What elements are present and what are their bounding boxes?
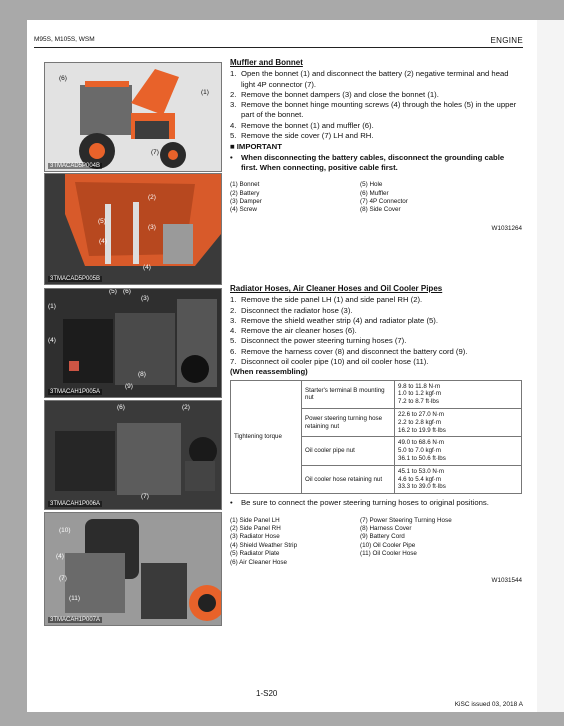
- photo-id: 3TMACAH1P006A: [50, 501, 101, 507]
- callout: (6): [59, 75, 67, 82]
- torque-values: 22.6 to 27.0 N·m 2.2 to 2.8 kgf·m 16.2 to 19.9 ft·lbs: [395, 409, 522, 437]
- section-title: Muffler and Bonnet: [230, 58, 303, 67]
- callout: (2): [182, 404, 190, 411]
- callout: (1): [48, 303, 56, 310]
- photo-tractor-bonnet: [44, 62, 222, 172]
- callout: (10): [59, 527, 71, 534]
- torque-table: [230, 380, 522, 495]
- engine-bay-illustration: [45, 401, 221, 509]
- step: 3. Remove the bonnet hinge mounting screws (4) through the holes (5) in the upper part of the bonnet.: [230, 100, 517, 120]
- torque-values: 9.8 to 11.8 N·m 1.0 to 1.2 kgf·m 7.2 to 8.7 ft·lbs: [395, 380, 522, 408]
- bonnet-illustration: [45, 174, 221, 284]
- reassembling-heading: (When reassembling): [230, 367, 308, 377]
- torque-item: Oil cooler hose retaining nut: [302, 465, 395, 493]
- callout: (4): [99, 238, 107, 245]
- callout: (11): [69, 595, 81, 602]
- torque-item: Oil cooler pipe nut: [302, 437, 395, 465]
- legend: (1) Bonnet (5) Hole (2) Battery (6) Muffler (3) Damper (7) 4P Connector (4) Screw (8) Side Cover: [230, 181, 408, 214]
- callout: (6): [123, 288, 131, 295]
- important-heading: ■ IMPORTANT: [230, 142, 282, 152]
- photo-engine-bay: [44, 400, 222, 510]
- callout: (3): [141, 295, 149, 302]
- tractor-illustration: [45, 63, 221, 171]
- torque-values: 45.1 to 53.0 N·m 4.6 to 5.4 kgf·m 33.3 to 39.0 ft·lbs: [395, 465, 522, 493]
- radiator-section: [230, 284, 522, 586]
- callout: (7): [141, 493, 149, 500]
- callout: (7): [151, 149, 159, 156]
- step: 5. Disconnect the power steering turning hoses (7).: [230, 336, 407, 346]
- header-rule: [34, 47, 523, 48]
- callout: (8): [138, 371, 146, 378]
- photo-bonnet-interior: [44, 173, 222, 285]
- photo-oil-cooler: [44, 512, 222, 626]
- photo-id: 3TMACAD5P005B: [50, 276, 101, 282]
- photo-id: 3TMACAD5P004B: [50, 163, 101, 169]
- torque-label: Tightening torque: [231, 380, 302, 494]
- important-note: • When disconnecting the battery cables, disconnect the grounding cable first. When connecting, positive cable first.: [230, 152, 505, 172]
- torque-item: Power steering turning hose retaining nut: [302, 409, 395, 437]
- step: 7. Disconnect oil cooler pipe (10) and oil cooler hose (11).: [230, 357, 429, 367]
- callout: (2): [148, 194, 156, 201]
- step: 6. Remove the harness cover (8) and disconnect the battery cord (9).: [230, 346, 468, 356]
- engine-side-illustration: [45, 289, 221, 397]
- header-model: M95S, M105S, WSM: [34, 36, 95, 43]
- photo-side-panels: [44, 288, 222, 398]
- step: 4. Remove the bonnet (1) and muffler (6).: [230, 120, 374, 130]
- callout: (4): [56, 553, 64, 560]
- legend: (1) Side Panel LH (7) Power Steering Turning Hose (2) Side Panel RH (8) Harness Cover (3) Radiator Hose (9) Battery Cord (4) Shield Weather Strip (10) Oil Cooler Pipe (5) Radiator Plate (11) Oil Cooler Hose (6) Air Cleaner Hose: [230, 516, 452, 566]
- callout: (9): [125, 383, 133, 390]
- step: 2. Disconnect the radiator hose (3).: [230, 305, 353, 315]
- photo-id: 3TMACAH1P007A: [50, 617, 101, 623]
- oil-cooler-illustration: [45, 513, 221, 625]
- callout: (7): [59, 575, 67, 582]
- torque-item: Starter's terminal B mounting nut: [302, 380, 395, 408]
- callout: (4): [143, 264, 151, 271]
- photo-id: 3TMACAH1P005A: [50, 389, 101, 395]
- step: 2. Remove the bonnet dampers (3) and close the bonnet (1).: [230, 89, 439, 99]
- callout: (5): [109, 288, 117, 295]
- step: 1. Remove the side panel LH (1) and side panel RH (2).: [230, 295, 423, 305]
- callout: (6): [117, 404, 125, 411]
- callout: (3): [148, 224, 156, 231]
- manual-page: [27, 20, 537, 712]
- table-row: [231, 380, 522, 408]
- reference-code: W1031544: [491, 576, 522, 584]
- step: 5. Remove the side cover (7) LH and RH.: [230, 131, 374, 141]
- section-title: Radiator Hoses, Air Cleaner Hoses and Oil Cooler Pipes: [230, 284, 443, 293]
- page-edge: [537, 20, 564, 712]
- callout: (4): [48, 337, 56, 344]
- callout: (1): [201, 89, 209, 96]
- step: 3. Remove the shield weather strip (4) and radiator plate (5).: [230, 315, 438, 325]
- header-section: ENGINE: [490, 36, 523, 45]
- step: 4. Remove the air cleaner hoses (6).: [230, 326, 357, 336]
- torque-values: 49.0 to 68.6 N·m 5.0 to 7.0 kgf·m 36.1 to 50.6 ft·lbs: [395, 437, 522, 465]
- note: • Be sure to connect the power steering turning hoses to original positions.: [230, 498, 489, 508]
- callout: (5): [98, 218, 106, 225]
- step: 1. Open the bonnet (1) and disconnect the battery (2) negative terminal and head light 4P connector (7).: [230, 69, 509, 89]
- page-number: 1-S20: [256, 689, 278, 698]
- muffler-section: [230, 58, 522, 234]
- reference-code: W1031264: [491, 224, 522, 232]
- issued-note: KiSC issued 03, 2018 A: [454, 701, 523, 708]
